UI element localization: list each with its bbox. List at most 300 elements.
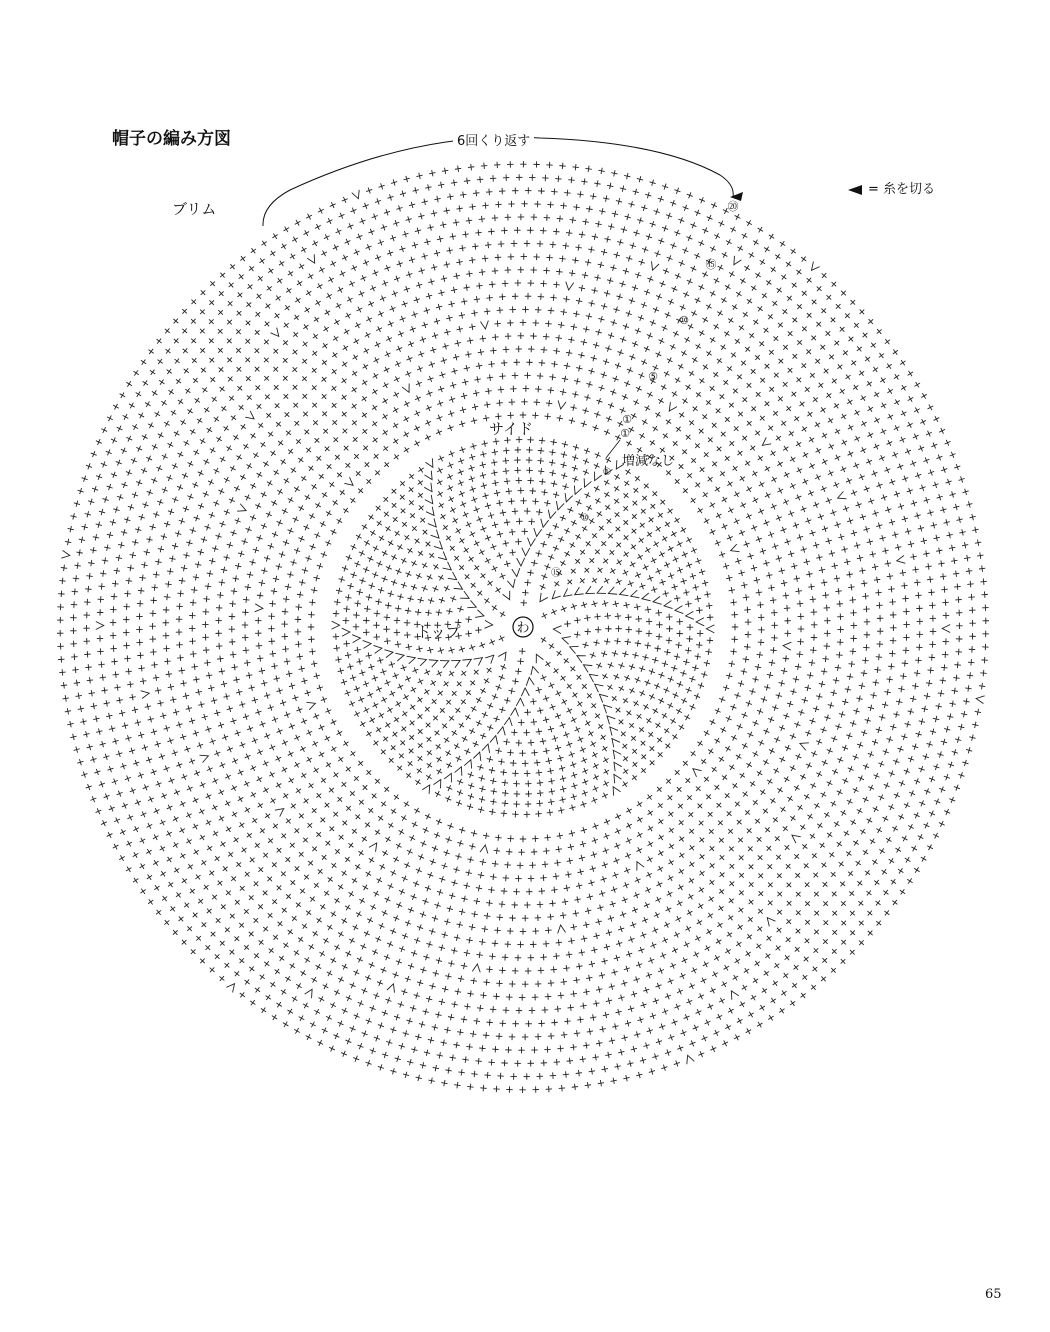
single-crochet-stitch — [853, 542, 861, 550]
single-crochet-stitch — [329, 718, 338, 727]
single-crochet-stitch — [348, 936, 357, 945]
single-crochet-stitch — [727, 401, 736, 410]
single-crochet-stitch — [714, 511, 723, 520]
single-crochet-stitch — [575, 1070, 582, 1077]
single-crochet-stitch — [540, 540, 548, 548]
single-crochet-stitch — [724, 238, 733, 247]
single-crochet-stitch — [506, 1086, 513, 1093]
single-crochet-stitch — [189, 317, 198, 326]
single-crochet-stitch — [440, 275, 448, 283]
single-crochet-stitch — [484, 912, 491, 919]
single-crochet-stitch — [258, 720, 266, 728]
single-crochet-stitch — [480, 992, 487, 999]
single-crochet-stitch — [838, 325, 847, 334]
single-crochet-stitch — [383, 208, 391, 216]
single-crochet-stitch — [445, 784, 453, 792]
single-crochet-stitch — [766, 671, 774, 679]
single-crochet-stitch — [290, 559, 298, 567]
single-crochet-stitch — [368, 1004, 376, 1012]
single-crochet-stitch — [244, 659, 251, 666]
single-crochet-stitch — [70, 614, 77, 621]
single-crochet-stitch — [432, 1064, 440, 1072]
single-crochet-stitch — [790, 315, 799, 324]
single-crochet-stitch — [263, 302, 272, 311]
single-crochet-stitch — [701, 490, 710, 499]
single-crochet-stitch — [545, 531, 553, 539]
single-crochet-stitch — [146, 897, 155, 906]
single-crochet-stitch — [629, 242, 637, 250]
single-crochet-stitch — [494, 683, 502, 691]
single-crochet-stitch — [484, 1072, 491, 1079]
single-crochet-stitch — [345, 594, 352, 601]
single-crochet-stitch — [824, 293, 833, 302]
single-crochet-stitch — [274, 420, 283, 429]
single-crochet-stitch — [243, 596, 250, 603]
single-crochet-stitch — [171, 815, 180, 824]
single-crochet-stitch — [397, 751, 406, 760]
single-crochet-stitch — [956, 623, 962, 629]
single-crochet-stitch — [485, 242, 492, 249]
single-crochet-stitch — [596, 1040, 603, 1047]
single-crochet-stitch — [320, 249, 329, 258]
single-crochet-stitch — [559, 605, 567, 613]
single-crochet-stitch — [830, 735, 838, 743]
single-crochet-stitch — [110, 436, 118, 444]
single-crochet-stitch — [724, 947, 733, 956]
single-crochet-stitch — [936, 493, 944, 501]
single-crochet-stitch — [768, 796, 777, 805]
single-crochet-stitch — [443, 328, 451, 336]
single-crochet-stitch — [794, 268, 803, 277]
single-crochet-stitch — [942, 599, 949, 606]
single-crochet-stitch — [264, 411, 273, 420]
single-crochet-stitch — [853, 408, 862, 417]
single-crochet-stitch — [557, 1045, 564, 1052]
single-crochet-stitch — [833, 575, 840, 582]
single-crochet-stitch — [738, 569, 746, 577]
single-crochet-stitch — [727, 270, 736, 279]
single-crochet-stitch — [971, 721, 979, 729]
single-crochet-stitch — [398, 945, 406, 953]
single-crochet-stitch — [665, 254, 673, 262]
single-crochet-stitch — [218, 939, 227, 948]
single-crochet-stitch — [812, 927, 821, 936]
single-crochet-stitch — [361, 883, 370, 892]
single-crochet-stitch — [602, 767, 611, 776]
single-crochet-stitch — [263, 811, 272, 820]
single-crochet-stitch — [91, 485, 99, 493]
single-crochet-stitch — [551, 361, 558, 368]
single-crochet-stitch — [705, 349, 714, 358]
single-crochet-stitch — [540, 611, 549, 620]
single-crochet-stitch — [548, 307, 555, 314]
single-crochet-stitch — [100, 570, 107, 577]
single-crochet-stitch — [67, 525, 75, 533]
single-crochet-stitch — [833, 453, 842, 462]
single-crochet-stitch — [800, 842, 809, 851]
single-crochet-stitch — [642, 986, 650, 994]
single-crochet-stitch — [844, 373, 853, 382]
single-crochet-stitch — [673, 229, 681, 237]
single-crochet-stitch — [527, 569, 534, 576]
single-crochet-stitch — [666, 544, 675, 553]
single-crochet-stitch — [471, 309, 478, 316]
single-crochet-stitch — [634, 327, 642, 335]
single-crochet-stitch — [633, 229, 641, 237]
single-crochet-stitch — [722, 684, 730, 692]
single-crochet-stitch — [337, 833, 346, 842]
single-crochet-stitch — [174, 890, 183, 899]
single-crochet-stitch — [387, 590, 395, 598]
single-crochet-stitch — [549, 449, 556, 456]
single-crochet-stitch — [514, 791, 521, 798]
single-crochet-stitch — [520, 161, 526, 167]
single-crochet-stitch — [165, 855, 174, 864]
single-crochet-stitch — [646, 730, 655, 739]
single-crochet-stitch — [614, 638, 621, 645]
single-crochet-stitch — [727, 844, 736, 853]
single-crochet-stitch — [249, 558, 257, 566]
single-crochet-stitch — [259, 1006, 268, 1015]
single-crochet-stitch — [246, 282, 255, 291]
single-crochet-stitch — [282, 225, 291, 234]
single-crochet-stitch — [288, 252, 297, 261]
single-crochet-stitch — [580, 338, 588, 346]
single-crochet-stitch — [583, 719, 592, 728]
increase-stitch — [587, 671, 598, 682]
single-crochet-stitch — [583, 1042, 590, 1049]
single-crochet-stitch — [589, 651, 597, 659]
single-crochet-stitch — [890, 625, 896, 631]
single-crochet-stitch — [151, 858, 160, 867]
single-crochet-stitch — [646, 824, 655, 833]
single-crochet-stitch — [535, 810, 542, 817]
single-crochet-stitch — [225, 355, 234, 364]
single-crochet-stitch — [800, 289, 809, 298]
increase-stitch — [498, 650, 509, 661]
single-crochet-stitch — [788, 482, 797, 491]
single-crochet-stitch — [823, 643, 830, 650]
single-crochet-stitch — [781, 380, 790, 389]
single-crochet-stitch — [70, 513, 78, 521]
single-crochet-stitch — [754, 271, 763, 280]
single-crochet-stitch — [141, 501, 149, 509]
single-crochet-stitch — [427, 551, 436, 560]
single-crochet-stitch — [545, 993, 552, 1000]
single-crochet-stitch — [457, 457, 465, 465]
single-crochet-stitch — [588, 300, 596, 308]
single-crochet-stitch — [827, 442, 836, 451]
single-crochet-stitch — [705, 648, 712, 655]
single-crochet-stitch — [509, 399, 516, 406]
single-crochet-stitch — [520, 836, 526, 842]
single-crochet-stitch — [851, 786, 860, 795]
single-crochet-stitch — [780, 667, 787, 674]
single-crochet-stitch — [830, 928, 839, 937]
single-crochet-stitch — [349, 674, 357, 682]
single-crochet-stitch — [808, 717, 816, 725]
single-crochet-stitch — [459, 669, 468, 678]
single-crochet-stitch — [368, 582, 376, 590]
single-crochet-stitch — [622, 267, 630, 275]
single-crochet-stitch — [503, 738, 510, 745]
increase-stitch — [706, 625, 714, 633]
single-crochet-stitch — [819, 405, 828, 414]
increase-stitch — [237, 504, 247, 514]
single-crochet-stitch — [492, 1046, 499, 1053]
single-crochet-stitch — [807, 435, 816, 444]
single-crochet-stitch — [757, 739, 766, 748]
single-crochet-stitch — [720, 495, 729, 504]
single-crochet-stitch — [829, 508, 837, 516]
single-crochet-stitch — [350, 264, 359, 273]
single-crochet-stitch — [611, 649, 619, 657]
single-crochet-stitch — [375, 519, 384, 528]
single-crochet-stitch — [499, 373, 506, 380]
single-crochet-stitch — [874, 898, 883, 907]
single-crochet-stitch — [533, 254, 540, 261]
single-crochet-stitch — [329, 384, 338, 393]
single-crochet-stitch — [120, 446, 128, 454]
single-crochet-stitch — [779, 419, 788, 428]
single-crochet-stitch — [340, 360, 349, 369]
single-crochet-stitch — [635, 831, 644, 840]
single-crochet-stitch — [590, 531, 599, 540]
single-crochet-stitch — [878, 847, 887, 856]
single-crochet-stitch — [904, 528, 912, 536]
single-crochet-stitch — [847, 889, 856, 898]
single-crochet-stitch — [131, 423, 140, 432]
single-crochet-stitch — [369, 903, 378, 912]
single-crochet-stitch — [829, 966, 838, 975]
single-crochet-stitch — [576, 735, 585, 744]
increase-stitch — [591, 472, 602, 483]
single-crochet-stitch — [230, 651, 237, 658]
single-crochet-stitch — [671, 691, 679, 699]
single-crochet-stitch — [671, 583, 679, 591]
single-crochet-stitch — [565, 706, 574, 715]
single-crochet-stitch — [387, 756, 396, 765]
single-crochet-stitch — [415, 572, 424, 581]
single-crochet-stitch — [673, 1003, 681, 1011]
single-crochet-stitch — [642, 702, 651, 711]
single-crochet-stitch — [859, 419, 868, 428]
single-crochet-stitch — [623, 866, 631, 874]
single-crochet-stitch — [329, 956, 338, 965]
single-crochet-stitch — [62, 695, 69, 702]
single-crochet-stitch — [690, 966, 699, 975]
single-crochet-stitch — [814, 320, 823, 329]
single-crochet-stitch — [696, 506, 705, 515]
single-crochet-stitch — [642, 653, 650, 661]
increase-stitch — [433, 778, 444, 789]
single-crochet-stitch — [394, 567, 402, 575]
single-crochet-stitch — [673, 477, 682, 486]
single-crochet-stitch — [605, 1051, 613, 1059]
single-crochet-stitch — [365, 594, 372, 601]
single-crochet-stitch — [347, 582, 355, 590]
single-crochet-stitch — [457, 563, 466, 572]
single-crochet-stitch — [57, 604, 64, 611]
single-crochet-stitch — [287, 776, 296, 785]
single-crochet-stitch — [616, 293, 624, 301]
increase-stitch — [418, 656, 428, 666]
single-crochet-stitch — [875, 481, 883, 489]
single-crochet-stitch — [218, 455, 227, 464]
increase-stitch — [565, 282, 574, 291]
single-crochet-stitch — [658, 280, 666, 288]
single-crochet-stitch — [93, 715, 101, 723]
single-crochet-stitch — [819, 790, 828, 799]
single-crochet-stitch — [683, 589, 691, 597]
single-crochet-stitch — [569, 270, 576, 277]
single-crochet-stitch — [982, 604, 989, 611]
single-crochet-stitch — [354, 910, 363, 919]
single-crochet-stitch — [621, 504, 630, 513]
single-crochet-stitch — [532, 835, 539, 842]
single-crochet-stitch — [980, 670, 987, 677]
single-crochet-stitch — [764, 278, 773, 287]
single-crochet-stitch — [889, 650, 896, 657]
single-crochet-stitch — [785, 294, 794, 303]
single-crochet-stitch — [261, 924, 270, 933]
single-crochet-stitch — [896, 745, 904, 753]
single-crochet-stitch — [182, 505, 190, 513]
single-crochet-stitch — [540, 874, 547, 881]
single-crochet-stitch — [486, 579, 495, 588]
single-crochet-stitch — [917, 524, 925, 532]
single-crochet-stitch — [858, 682, 865, 689]
single-crochet-stitch — [371, 269, 379, 277]
single-crochet-stitch — [790, 981, 799, 990]
single-crochet-stitch — [217, 487, 225, 495]
single-crochet-stitch — [898, 358, 907, 367]
single-crochet-stitch — [270, 588, 277, 595]
single-crochet-stitch — [938, 427, 947, 436]
single-crochet-stitch — [866, 317, 875, 326]
single-crochet-stitch — [795, 338, 804, 347]
single-crochet-stitch — [694, 934, 703, 943]
single-crochet-stitch — [969, 513, 977, 521]
single-crochet-stitch — [382, 365, 391, 374]
single-crochet-stitch — [497, 1073, 504, 1080]
single-crochet-stitch — [565, 740, 573, 748]
single-crochet-stitch — [560, 912, 567, 919]
single-crochet-stitch — [356, 955, 365, 964]
single-crochet-stitch — [943, 438, 951, 446]
single-crochet-stitch — [356, 999, 364, 1007]
single-crochet-stitch — [668, 343, 677, 352]
single-crochet-stitch — [639, 931, 647, 939]
single-crochet-stitch — [379, 966, 387, 974]
single-crochet-stitch — [798, 400, 807, 409]
single-crochet-stitch — [344, 652, 351, 659]
single-crochet-stitch — [508, 498, 515, 505]
single-crochet-stitch — [229, 529, 237, 537]
single-crochet-stitch — [625, 950, 633, 958]
single-crochet-stitch — [147, 795, 155, 803]
single-crochet-stitch — [417, 596, 425, 604]
single-crochet-stitch — [861, 580, 868, 587]
single-crochet-stitch — [457, 479, 465, 487]
single-crochet-stitch — [434, 195, 442, 203]
single-crochet-stitch — [502, 954, 509, 961]
single-crochet-stitch — [741, 310, 750, 319]
increase-stitch — [549, 590, 560, 601]
single-crochet-stitch — [600, 875, 608, 883]
single-crochet-stitch — [450, 728, 459, 737]
single-crochet-stitch — [360, 835, 369, 844]
single-crochet-stitch — [111, 658, 118, 665]
single-crochet-stitch — [479, 461, 487, 469]
single-crochet-stitch — [782, 470, 791, 479]
single-crochet-stitch — [646, 390, 655, 399]
single-crochet-stitch — [414, 1033, 422, 1041]
single-crochet-stitch — [205, 426, 214, 435]
single-crochet-stitch — [626, 579, 634, 587]
single-crochet-stitch — [419, 335, 427, 343]
single-crochet-stitch — [452, 742, 461, 751]
single-crochet-stitch — [812, 501, 820, 509]
single-crochet-stitch — [883, 466, 891, 474]
single-crochet-stitch — [676, 680, 684, 688]
increase-stitch — [451, 657, 462, 668]
single-crochet-stitch — [358, 217, 366, 225]
single-crochet-stitch — [171, 928, 180, 937]
single-crochet-stitch — [470, 977, 477, 984]
single-crochet-stitch — [558, 721, 566, 729]
single-crochet-stitch — [367, 513, 376, 522]
single-crochet-stitch — [765, 777, 774, 786]
single-crochet-stitch — [450, 879, 458, 887]
single-crochet-stitch — [352, 968, 361, 977]
single-crochet-stitch — [768, 584, 775, 591]
single-crochet-stitch — [521, 399, 527, 405]
single-crochet-stitch — [531, 214, 538, 221]
single-crochet-stitch — [520, 599, 527, 606]
single-crochet-stitch — [320, 490, 329, 499]
single-crochet-stitch — [491, 448, 498, 455]
single-crochet-stitch — [237, 821, 246, 830]
increase-stitch — [455, 765, 466, 776]
single-crochet-stitch — [664, 468, 673, 477]
single-crochet-stitch — [783, 953, 792, 962]
single-crochet-stitch — [602, 490, 611, 499]
single-crochet-stitch — [863, 525, 871, 533]
single-crochet-stitch — [611, 968, 619, 976]
single-crochet-stitch — [824, 391, 833, 400]
single-crochet-stitch — [447, 1013, 454, 1020]
single-crochet-stitch — [611, 210, 619, 218]
single-crochet-stitch — [914, 670, 921, 677]
single-crochet-stitch — [138, 862, 147, 871]
single-crochet-stitch — [958, 475, 966, 483]
single-crochet-stitch — [548, 798, 555, 805]
single-crochet-stitch — [490, 175, 497, 182]
single-crochet-stitch — [344, 311, 353, 320]
single-crochet-stitch — [605, 415, 613, 423]
single-crochet-stitch — [601, 861, 609, 869]
round-marker: ⑤ — [648, 370, 658, 383]
single-crochet-stitch — [437, 385, 445, 393]
single-crochet-stitch — [953, 570, 960, 577]
single-crochet-stitch — [381, 381, 390, 390]
single-crochet-stitch — [539, 674, 547, 682]
single-crochet-stitch — [125, 577, 132, 584]
single-crochet-stitch — [696, 641, 703, 648]
single-crochet-stitch — [550, 608, 559, 617]
single-crochet-stitch — [246, 571, 253, 578]
